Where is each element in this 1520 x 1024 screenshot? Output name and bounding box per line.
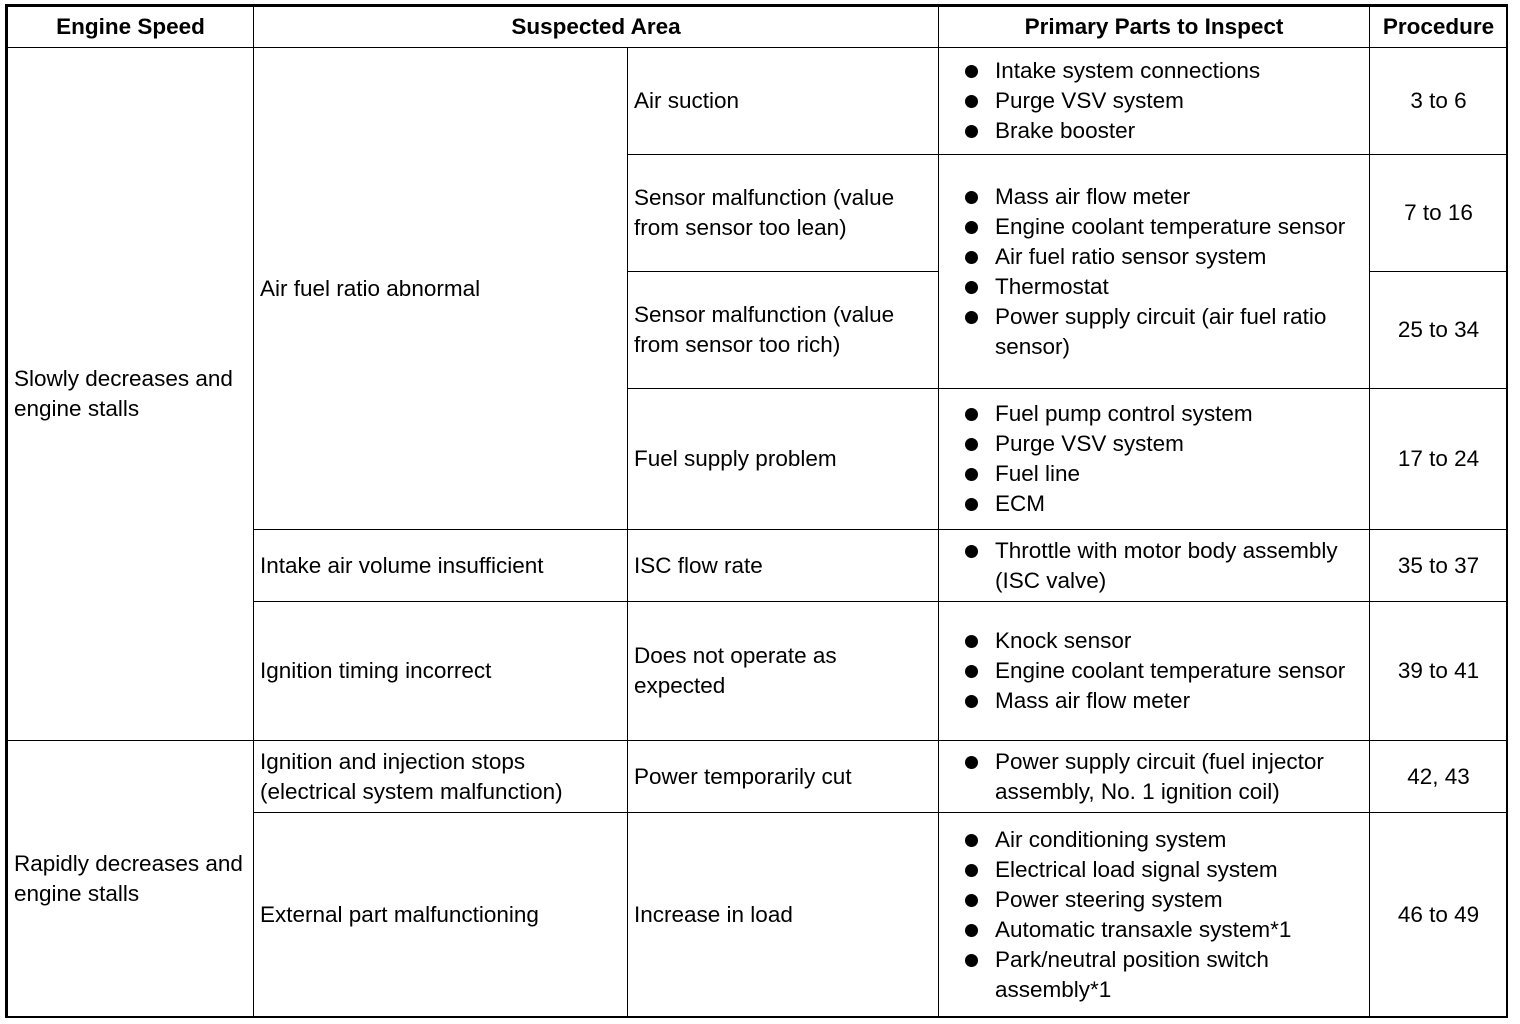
list-item: ECM <box>945 489 1363 519</box>
list-item: Intake system connections <box>945 56 1363 86</box>
parts-list <box>945 536 1363 596</box>
parts-list <box>945 626 1363 716</box>
sub-area-sensor-rich: Sensor malfunction (value from sensor too rich) <box>628 272 939 389</box>
sub-area-isc: ISC flow rate <box>628 530 939 602</box>
parts-isc <box>939 530 1370 602</box>
parts-list <box>945 56 1363 146</box>
list-item: Power supply circuit (air fuel ratio sensor) <box>945 302 1363 362</box>
parts-sensor <box>939 155 1370 389</box>
list-item: Throttle with motor body assembly (ISC valve) <box>945 536 1363 596</box>
procedure-isc: 35 to 37 <box>1370 530 1508 602</box>
header-procedure: Procedure <box>1370 7 1508 48</box>
suspected-external: External part malfunctioning <box>254 813 628 1017</box>
list-item: Knock sensor <box>945 626 1363 656</box>
suspected-ign-inj: Ignition and injection stops (electrical system malfunction) <box>254 741 628 813</box>
list-item: Mass air flow meter <box>945 182 1363 212</box>
list-item: Purge VSV system <box>945 86 1363 116</box>
header-engine-speed: Engine Speed <box>8 7 254 48</box>
list-item: Brake booster <box>945 116 1363 146</box>
parts-load <box>939 813 1370 1017</box>
procedure-load: 46 to 49 <box>1370 813 1508 1017</box>
procedure-fuel-supply: 17 to 24 <box>1370 389 1508 530</box>
procedure-sensor-rich: 25 to 34 <box>1370 272 1508 389</box>
parts-list <box>945 399 1363 519</box>
engine-speed-rapid: Rapidly decreases and engine stalls <box>8 741 254 1017</box>
parts-power <box>939 741 1370 813</box>
parts-list <box>945 182 1363 362</box>
suspected-ignition-timing: Ignition timing incorrect <box>254 602 628 741</box>
suspected-intake: Intake air volume insufficient <box>254 530 628 602</box>
list-item: Engine coolant temperature sensor <box>945 656 1363 686</box>
list-item: Power steering system <box>945 885 1363 915</box>
sub-area-sensor-lean: Sensor malfunction (value from sensor too lean) <box>628 155 939 272</box>
list-item: Purge VSV system <box>945 429 1363 459</box>
header-primary-parts: Primary Parts to Inspect <box>939 7 1370 48</box>
procedure-air-suction: 3 to 6 <box>1370 48 1508 155</box>
header-row <box>8 7 1508 48</box>
list-item: Air fuel ratio sensor system <box>945 242 1363 272</box>
sub-area-power-cut: Power temporarily cut <box>628 741 939 813</box>
list-item: Engine coolant temperature sensor <box>945 212 1363 242</box>
list-item: Mass air flow meter <box>945 686 1363 716</box>
list-item: Thermostat <box>945 272 1363 302</box>
parts-list <box>945 747 1363 807</box>
sub-area-load: Increase in load <box>628 813 939 1017</box>
list-item: Power supply circuit (fuel injector assembly, No. 1 ignition coil) <box>945 747 1363 807</box>
troubleshooting-table <box>7 6 1508 1017</box>
procedure-power: 42, 43 <box>1370 741 1508 813</box>
procedure-ignition: 39 to 41 <box>1370 602 1508 741</box>
list-item: Park/neutral position switch assembly*1 <box>945 945 1363 1005</box>
table-row <box>8 741 1508 813</box>
list-item: Fuel line <box>945 459 1363 489</box>
header-suspected-area: Suspected Area <box>254 7 939 48</box>
list-item: Electrical load signal system <box>945 855 1363 885</box>
parts-fuel-supply <box>939 389 1370 530</box>
parts-list <box>945 825 1363 1005</box>
list-item: Air conditioning system <box>945 825 1363 855</box>
parts-ignition <box>939 602 1370 741</box>
suspected-afr: Air fuel ratio abnormal <box>254 48 628 530</box>
sub-area-fuel-supply: Fuel supply problem <box>628 389 939 530</box>
sub-area-air-suction: Air suction <box>628 48 939 155</box>
list-item: Automatic transaxle system*1 <box>945 915 1363 945</box>
procedure-sensor-lean: 7 to 16 <box>1370 155 1508 272</box>
parts-air-suction <box>939 48 1370 155</box>
table-row <box>8 48 1508 155</box>
engine-speed-slow: Slowly decreases and engine stalls <box>8 48 254 741</box>
sub-area-not-operate: Does not operate as expected <box>628 602 939 741</box>
list-item: Fuel pump control system <box>945 399 1363 429</box>
